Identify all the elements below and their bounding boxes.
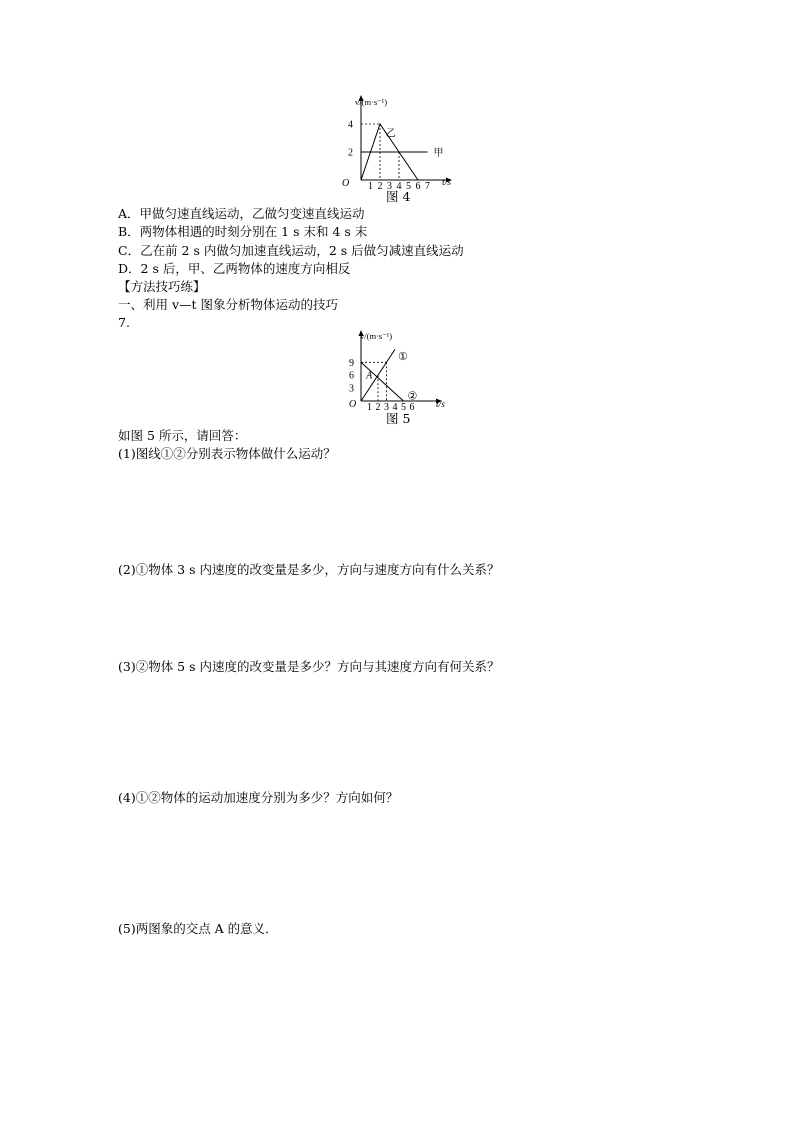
option-c: C．乙在前 2 s 内做匀加速直线运动，2 s 后做匀减速直线运动 [118,243,464,258]
x-axis-label: t/s [442,178,451,188]
series-label-yi: 乙 [385,128,396,140]
x-tick-label: 2 [377,181,383,192]
option-d: D．2 s 后，甲、乙两物体的速度方向相反 [118,261,351,276]
x-tick-label: 1 [367,402,372,413]
figure-5-graph [335,325,475,413]
y-tick-label: 4 [348,119,353,131]
figure-5-caption: 图 5 [386,411,411,426]
y-axis-label: v/(m·s⁻¹) [360,331,393,341]
series-label-1: ① [398,351,408,364]
x-tick-label: 4 [392,402,398,413]
option-a: A．甲做匀速直线运动，乙做匀变速直线运动 [118,206,365,221]
question-5: (5)两图象的交点 A 的意义． [118,921,278,936]
intersection-point-label: A [366,370,373,382]
intro-text: 如图 5 所示，请回答： [118,428,247,443]
question-3: (3)②物体 5 s 内速度的改变量是多少？方向与其速度方向有何关系？ [118,659,500,674]
x-tick-label: 6 [409,402,415,413]
question-number: 7. [118,315,130,330]
option-b: B．两物体相遇的时刻分别在 1 s 末和 4 s 末 [118,224,368,239]
series-labels [386,128,444,159]
x-axis-label: t/s [436,400,445,410]
question-2: (2)①物体 3 s 内速度的改变量是多少，方向与速度方向有什么关系？ [118,562,500,577]
x-tick-label: 6 [415,181,421,192]
x-tick-label: 5 [406,181,411,192]
y-axis-label: v/(m·s⁻¹) [355,97,388,107]
x-tick-label: 3 [387,181,392,192]
figure-4-graph [335,92,475,192]
y-tick-labels [348,120,353,159]
series-label-jia: 甲 [433,148,444,159]
series-label-2: ② [407,390,418,403]
x-tick-label: 1 [368,181,373,192]
y-tick-label: 9 [349,357,354,369]
origin-label: O [349,399,357,410]
origin-label: O [342,178,350,189]
y-tick-labels [349,358,354,395]
question-1: (1)图线①②分别表示物体做什么运动？ [118,446,336,461]
section-title: 【方法技巧练】 [118,279,206,294]
x-tick-label: 3 [384,402,389,413]
question-4: (4)①②物体的运动加速度分别为多少？方向如何？ [118,790,399,805]
section-subtitle: 一、利用 v—t 图象分析物体运动的技巧 [118,297,339,312]
series-labels [398,351,418,403]
y-tick-label: 3 [349,383,354,395]
y-tick-label: 6 [349,370,354,382]
x-tick-label: 2 [375,402,381,413]
y-tick-label: 2 [348,147,353,159]
x-tick-label: 7 [425,181,430,192]
figure-4-caption: 图 4 [386,189,411,204]
x-tick-label: 5 [401,402,406,413]
x-tick-label: 4 [396,181,402,192]
